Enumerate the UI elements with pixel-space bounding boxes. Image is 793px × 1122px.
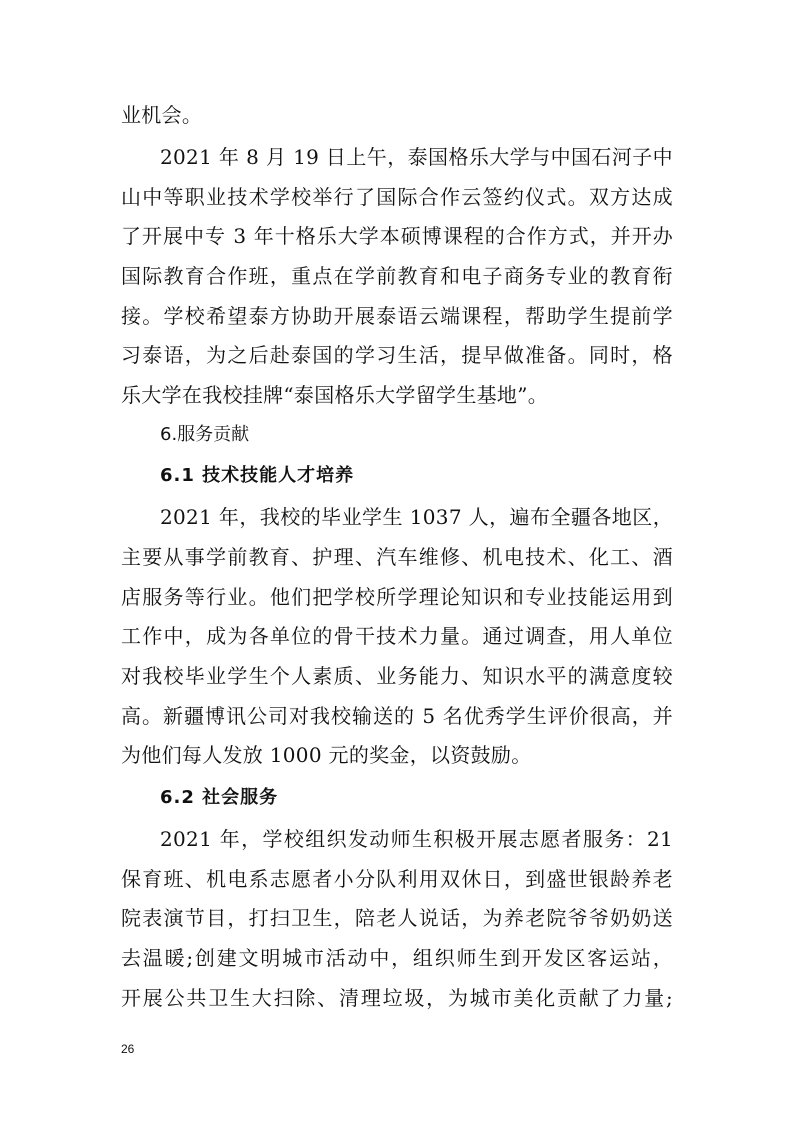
page-number: 26 bbox=[121, 1042, 135, 1056]
paragraph-line: 为他们每人发放 1000 元的奖金，以资鼓励。 bbox=[121, 743, 532, 767]
paragraph-line: 高。新疆博讯公司对我校输送的 5 名优秀学生评价很高，并 bbox=[121, 704, 673, 728]
subsection-heading: 6.2 社会服务 bbox=[160, 787, 279, 808]
paragraph-line: 2021 年，我校的毕业学生 1037 人，遍布全疆各地区， bbox=[160, 505, 673, 529]
paragraph-line: 国际教育合作班，重点在学前教育和电子商务专业的教育衔 bbox=[121, 264, 673, 288]
paragraph-line: 乐大学在我校挂牌“泰国格乐大学留学生基地”。 bbox=[121, 383, 549, 407]
subsection-heading: 6.1 技术技能人才培养 bbox=[160, 465, 355, 486]
paragraph-line: 店服务等行业。他们把学校所学理论知识和专业技能运用到 bbox=[121, 585, 673, 609]
paragraph-line: 2021 年 8 月 19 日上午，泰国格乐大学与中国石河子中 bbox=[160, 145, 673, 169]
paragraph-line: 习泰语，为之后赴泰国的学习生活，提早做准备。同时，格 bbox=[121, 343, 673, 367]
paragraph-line: 主要从事学前教育、护理、汽车维修、机电技术、化工、酒 bbox=[121, 545, 673, 569]
paragraph-line: 对我校毕业学生个人素质、业务能力、知识水平的满意度较 bbox=[121, 664, 673, 688]
paragraph-line: 保育班、机电系志愿者小分队利用双休日，到盛世银龄养老 bbox=[121, 867, 673, 891]
paragraph-line: 院表演节目，打扫卫生，陪老人说话，为养老院爷爷奶奶送 bbox=[121, 906, 673, 930]
paragraph-line: 了开展中专 3 年十格乐大学本硕博课程的合作方式，并开办 bbox=[121, 224, 673, 248]
paragraph-line: 业机会。 bbox=[121, 103, 203, 127]
paragraph-line: 山中等职业技术学校举行了国际合作云签约仪式。双方达成 bbox=[121, 185, 673, 209]
paragraph-line: 工作中，成为各单位的骨干技术力量。通过调查，用人单位 bbox=[121, 624, 673, 648]
paragraph-line: 接。学校希望泰方协助开展泰语云端课程，帮助学生提前学 bbox=[121, 304, 673, 328]
paragraph-line: 2021 年，学校组织发动师生积极开展志愿者服务：21 bbox=[160, 827, 673, 851]
section-heading: 6.服务贡献 bbox=[160, 424, 250, 445]
paragraph-line: 去温暖;创建文明城市活动中，组织师生到开发区客运站， bbox=[121, 946, 673, 970]
paragraph-line: 开展公共卫生大扫除、清理垃圾，为城市美化贡献了力量; bbox=[121, 986, 673, 1010]
